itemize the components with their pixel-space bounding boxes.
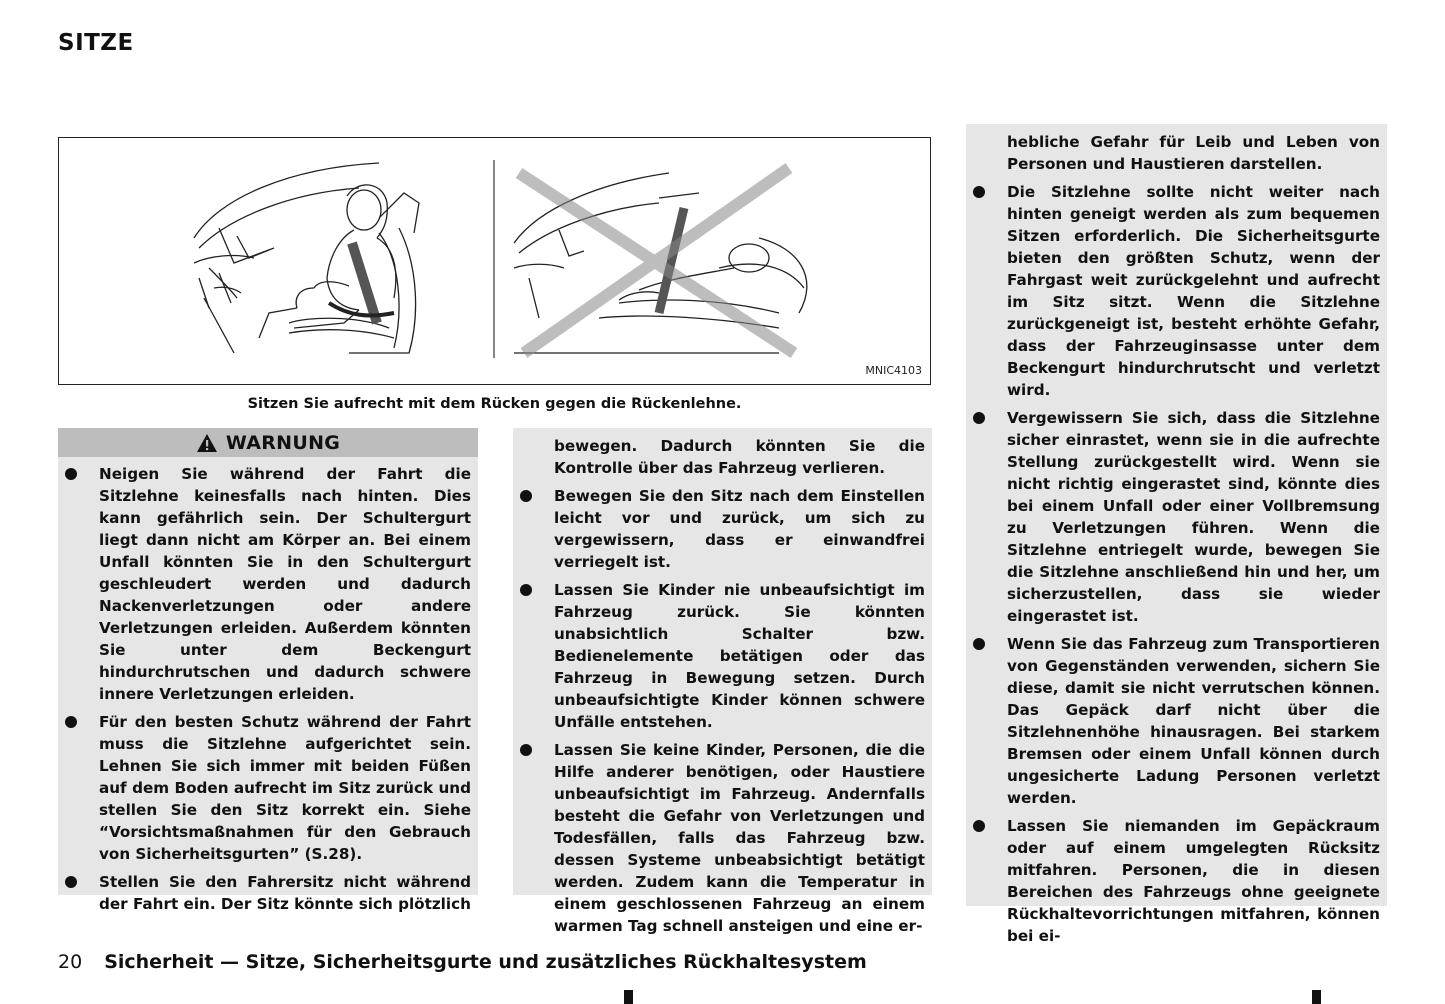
correct-posture-drawing — [194, 163, 419, 353]
bullet-icon — [65, 716, 77, 728]
list-item: Vergewissern Sie sich, dass die Sitzlehne sicher einrastet, wenn sie in die aufrechte Stellung zurückgestellt wird. Wenn sie nicht richtig eingerastet sind, könnte dies bei einem Unfall oder einer Vollbremsung zu Verletzungen führen. Wenn die Sitzlehne entriegelt wurde, bewegen Sie die Sitzlehne anschließend hin und her, um sicherzustellen, dass sie wieder eingerastet ist. — [966, 407, 1387, 627]
warning-column-3 — [966, 124, 1387, 945]
bullet-icon — [520, 584, 532, 596]
crop-mark — [624, 990, 633, 1004]
crop-mark — [1312, 990, 1321, 1004]
list-item: Für den besten Schutz während der Fahrt muss die Sitzlehne aufgerichtet sein. Lehnen Sie sich immer mit beiden Füßen auf dem Boden aufrecht im Sitz zurück und stellen Sie den Sitz korrekt ein. Siehe “Vorsichtsmaßnahmen für den Gebrauch von Sicherheitsgurten” (S.28). — [58, 711, 478, 865]
seating-illustration — [59, 138, 929, 383]
warning-title: WARNUNG — [225, 431, 341, 454]
bullet-icon — [973, 412, 985, 424]
page-title: SITZE — [58, 30, 134, 56]
figure — [58, 137, 931, 385]
continuation-text: hebliche Gefahr für Leib und Leben von Personen und Haustieren darstellen. — [1007, 133, 1380, 173]
page-footer — [58, 951, 867, 973]
warning-column-1 — [58, 428, 478, 913]
warning-column-2 — [513, 428, 932, 935]
list-item: Stellen Sie den Fahrersitz nicht während der Fahrt ein. Der Sitz könnte sich plötzlich — [58, 871, 478, 915]
list-item: Bewegen Sie den Sitz nach dem Einstellen leicht vor und zurück, um sich zu vergewissern, dass er einwandfrei verriegelt ist. — [513, 485, 932, 573]
list-item: Die Sitzlehne sollte nicht weiter nach hinten geneigt werden als zum bequemen Sitzen erforderlich. Die Sicherheitsgurte bieten den größten Schutz, wenn der Fahrgast weit zurückgelehnt und aufrecht im Sitz sitzt. Wenn die Sitzlehne zurückgeneigt ist, besteht erhöhte Gefahr, dass der Fahrzeuginsasse unter dem Beckengurt hindurchrutscht und verletzt wird. — [966, 181, 1387, 401]
bullet-icon — [65, 876, 77, 888]
bullet-icon — [973, 638, 985, 650]
list-item: Neigen Sie während der Fahrt die Sitzlehne keinesfalls nach hinten. Dies kann gefährlich sein. Der Schultergurt liegt dann nicht am Körper an. Bei einem Unfall könnten Sie in den Schultergurt geschleudert werden und dadurch Nackenverletzungen oder andere Verletzungen erleiden. Außerdem könnten Sie unter dem Beckengurt hindurchrutschen und dadurch schwere innere Verletzungen erleiden. — [58, 463, 478, 705]
figure-caption: Sitzen Sie aufrecht mit dem Rücken gegen die Rückenlehne. — [247, 396, 742, 412]
warning-header — [58, 428, 478, 457]
bullet-icon — [65, 468, 77, 480]
warning-triangle-icon — [196, 433, 218, 453]
page-number: 20 — [58, 951, 83, 973]
bullet-icon — [973, 820, 985, 832]
bullet-icon — [520, 490, 532, 502]
bullet-icon — [520, 744, 532, 756]
list-item: Lassen Sie niemanden im Gepäckraum oder auf einem umgelegten Rücksitz mitfahren. Personen, die in diesen Bereichen des Fahrzeugs ohne geeignete Rückhaltevorrichtungen mitfahren, können bei ei- — [966, 815, 1387, 947]
list-item: Wenn Sie das Fahrzeug zum Transportieren von Gegenständen verwenden, sichern Sie diese, damit sie nicht verrutschen können. Das Gepäck darf nicht über die Sitzlehnenhöhe hinausragen. Bei starkem Bremsen oder einem Unfall können durch ungesicherte Ladung Personen verletzt werden. — [966, 633, 1387, 809]
continuation-text: bewegen. Dadurch könnten Sie die Kontrolle über das Fahrzeug verlieren. — [554, 437, 925, 477]
cross-out-mark — [519, 168, 794, 353]
list-item: Lassen Sie Kinder nie unbeaufsichtigt im Fahrzeug zurück. Sie könnten unabsichtlich Schalter bzw. Bedienelemente betätigen oder das Fahrzeug in Bewegung setzen. Durch unbeaufsichtigte Kinder können schwere Unfälle entstehen. — [513, 579, 932, 733]
bullet-icon — [973, 186, 985, 198]
figure-code: MNIC4103 — [865, 364, 922, 377]
footer-title: Sicherheit — Sitze, Sicherheitsgurte und zusätzliches Rückhaltesystem — [104, 951, 867, 973]
list-item: Lassen Sie keine Kinder, Personen, die die Hilfe anderer benötigen, oder Haustiere unbeaufsichtigt im Fahrzeug. Andernfalls besteht die Gefahr von Verletzungen und Todesfällen, falls das Fahrzeug bzw. dessen Systeme unbeabsichtigt betätigt werden. Zudem kann die Temperatur in einem geschlossenen Fahrzeug an einem warmen Tag schnell ansteigen und eine er- — [513, 739, 932, 937]
